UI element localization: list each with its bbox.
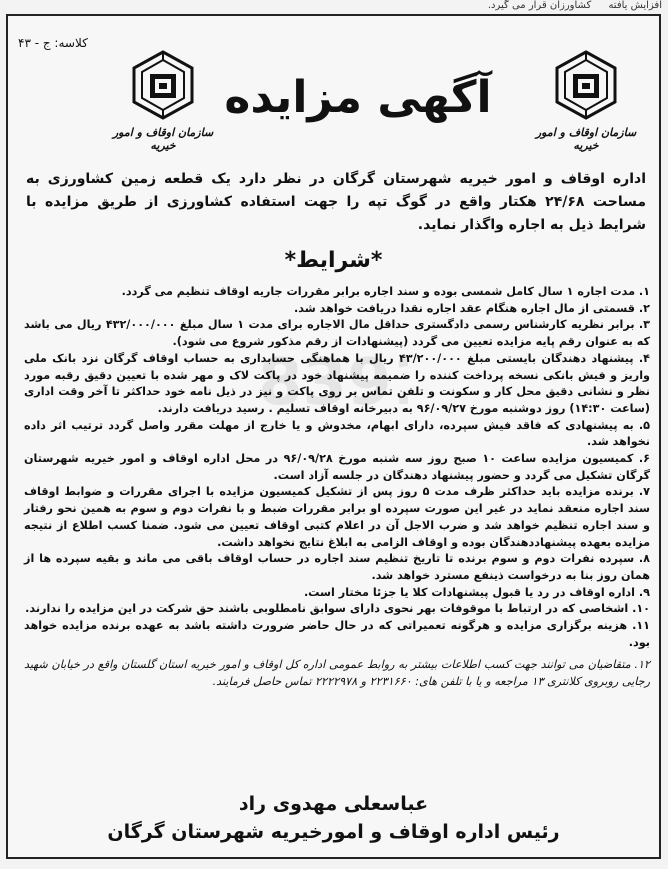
- signature-role: رئیس اداره اوقاف و امورخیریه شهرستان گرگان: [107, 821, 560, 843]
- clause-contact: ۱۲. متقاضیان می توانند جهت کسب اطلاعات بیشتر به روابط عمومی اداره کل اوقاف و امور خیریه استان گلستان واقع در خیابان شهید رجایی روبروی کلانتری ۱۳ مراجعه و یا با تلفن های: ۲۲۳۱۶۶۰ و ۲۲۲۲۹۷۸ تماس حاصل فرمایند.: [24, 658, 650, 689]
- clause: ۱۰. اشخاصی که در ارتباط با موقوفات بهر نحوی دارای سوابق نامطلوبی باشند حق شرکت در این مزایده را ندارند.: [25, 602, 650, 616]
- clause: ۳. برابر نظریه کارشناس رسمی دادگستری حداقل مال الاجاره برای مدت ۱ سال مبلغ ۴۳۲/۰۰۰/۰۰۰ ریال می باشد که به عنوان رقم پایه مزایده تعیین می گردد (پیشنهادات از رقم مذکور شروع می شود).: [24, 318, 650, 349]
- clause: ۶. کمیسیون مزایده ساعت ۱۰ صبح روز سه شنبه مورخ ۹۶/۰۹/۲۸ در محل اداره اوقاف و امور خیریه شهرستان گرگان تشکیل می گردد و حضور پیشنهاد دهندگان در جلسه آزاد است.: [24, 452, 650, 482]
- logo-right: [531, 50, 641, 160]
- clause: ۵. به پیشنهادی که فاقد فیش سپرده، دارای ابهام، مخدوش و یا خارج از مهلت مقرر واصل گردد ترتیب اثر داده نخواهد شد.: [24, 418, 650, 449]
- endowment-logo-icon: [128, 50, 198, 124]
- notice-title: آگهی مزایده: [224, 72, 492, 123]
- notice-frame: [6, 14, 661, 859]
- conditions-list: [24, 284, 650, 691]
- clause: ۸. سپرده نفرات دوم و سوم برنده تا تاریخ تنظیم سند اجاره در حساب اوقاف باقی می ماند و بقیه سپرده ها از همان روز بنا به درخواست ذینفع مسترد خواهد شد.: [24, 552, 650, 582]
- class-number: کلاسه: ج - ۴۳: [18, 36, 88, 50]
- clause: ۲. قسمتی از مال اجاره هنگام عقد اجاره نقدا دریافت خواهد شد.: [294, 301, 650, 315]
- clause: ۹. اداره اوقاف در رد یا قبول پیشنهادات کلا یا جزئا مختار است.: [303, 585, 650, 599]
- header: [8, 50, 659, 168]
- signature-block: [8, 790, 659, 846]
- conditions-title: *شرایط*: [284, 248, 383, 273]
- top-strip-text-1: افزایش یافته: [608, 0, 662, 11]
- endowment-logo-icon: [551, 50, 621, 124]
- top-strip-text-2: کشاورزان قرار می گیرد.: [487, 0, 592, 11]
- clause: ۱. مدت اجاره ۱ سال کامل شمسی بوده و سند اجاره برابر مقررات جاریه اوقاف تنظیم می گردد.: [121, 285, 650, 298]
- clause: ۴. پیشنهاد دهندگان بایستی مبلغ ۴۳/۲۰۰/۰۰۰ ریال با هماهنگی حسابداری به حساب اوقاف گرگان نزد بانک ملی واریز و فیش بانکی نسخه پرداخت کننده را ضمیمه پیشنهاد خود در پاکت لاک و مهر شده با تعیین دقیق رقبه مورد نظر و نشانی دقیق محل کار و سکونت و تلفن تماس بر روی پاکت و نیز در ذیل نامه خود حداکثر تا آخر وقت اداری (ساعت ۱۴:۳۰) روز دوشنبه مورخ ۹۶/۰۹/۲۷ به دبیرخانه اوقاف تسلیم . رسید دریافت دارند.: [24, 351, 650, 415]
- intro-paragraph: اداره اوقاف و امور خیریه شهرستان گرگان در نظر دارد یک قطعه زمین کشاورزی به مساحت ۲۴/۶۸ هکتار واقع در گوگ تپه را جهت استفاده کشاورزی از طریق مزایده با شرایط ذیل به اجاره واگذار نماید.: [26, 171, 646, 233]
- clause: ۱۱. هزینه برگزاری مزایده و هرگونه تعمیراتی که در حال حاضر ضرورت داشته باشد به عهده برنده مزایده خواهد بود.: [24, 619, 650, 649]
- org-name-left: سازمان اوقاف و امور خیریه: [112, 126, 214, 152]
- svg-text:8391: 839: [258, 346, 392, 416]
- logo-left: [108, 50, 218, 160]
- org-name-right: سازمان اوقاف و امور خیریه: [535, 126, 637, 152]
- clause: ۷. برنده مزایده باید حداکثر ظرف مدت ۵ روز پس از تشکیل کمیسیون مزایده با اجرای مقررات و ضوابط اوقاف سند اجاره منعقد نماید در غیر این صورت سپرده او برابر مقررات ضبط و با نفرات دوم و سوم به همین نحو رفتار و سند اجاره تنظیم خواهد شد و ضرب الاجل آن در اعلام کتبی اوقاف تعیین می شود. ضمنا کسب اطلاع از نتیجه مزایده بعهده پیشنهاددهندگان بوده و اوقاف الزامی به ابلاغ نتایج نخواهد داشت.: [24, 485, 650, 549]
- signature-name: عباسعلی مهدوی راد: [238, 793, 429, 815]
